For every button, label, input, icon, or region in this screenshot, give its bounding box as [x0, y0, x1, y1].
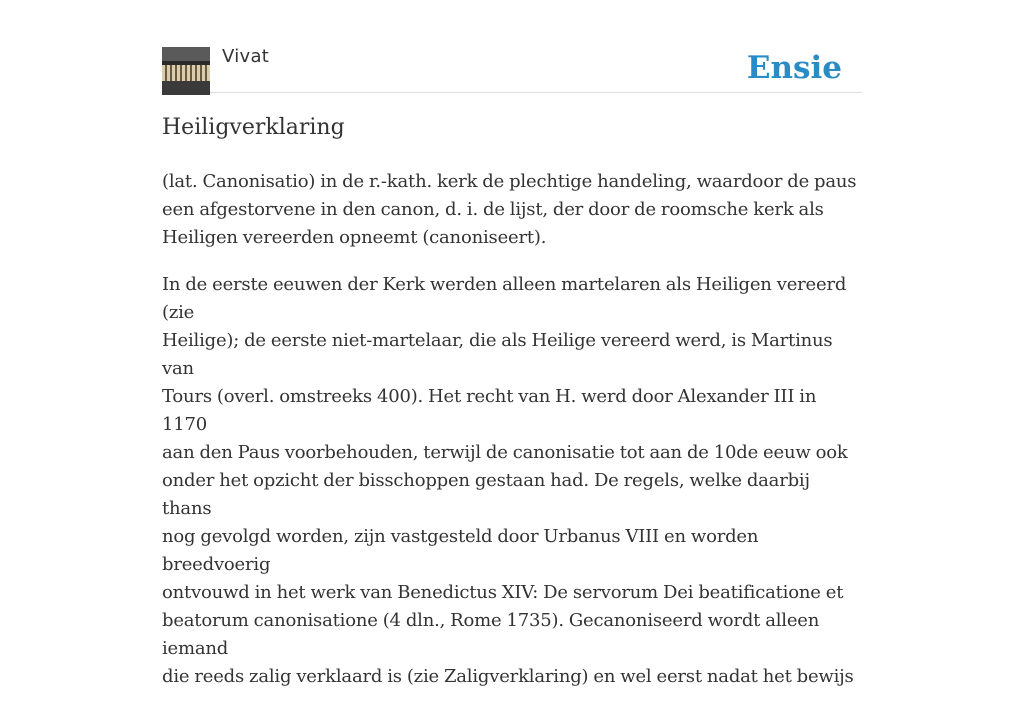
- site-header: [162, 46, 862, 93]
- ensie-logo[interactable]: Ensie: [746, 50, 842, 86]
- author-name[interactable]: Vivat: [222, 46, 270, 67]
- paragraph-2: In de eerste eeuwen der Kerk werden alleen martelaren als Heiligen vereerd (zie Heilige); de eerste niet-martelaar, die als Heilige vereerd werd, is Martinus van Tours (overl. omstreeks 400). Het recht van H. werd door Alexander III in 1170 aan den Paus voorbehouden, terwijl de canonisatie tot aan de 10de eeuw ook onder het opzicht der bisschoppen gestaan had. De regels, welke daarbij thans nog gevolgd worden, zijn vastgesteld door Urbanus VIII en worden breedvoerig ontvouwd in het werk van Benedictus XIV: De servorum Dei beatificatione et beatorum canonisatione (4 dln., Rome 1735). Gecanoniseerd wordt alleen iemand die reeds zalig verklaard is (zie Zaligverklaring) en wel eerst nadat het bewijs: [162, 274, 854, 687]
- article-body: [162, 168, 862, 710]
- paragraph-1: (lat. Canonisatio) in de r.-kath. kerk de plechtige handeling, waardoor de paus een afgestorvene in den canon, d. i. de lijst, der door de roomsche kerk als Heiligen vereerden opneemt (canoniseert).: [162, 171, 857, 248]
- author-avatar[interactable]: [162, 47, 210, 95]
- bookshelf-avatar-icon: [162, 47, 210, 95]
- article-title: Heiligverklaring: [162, 115, 345, 140]
